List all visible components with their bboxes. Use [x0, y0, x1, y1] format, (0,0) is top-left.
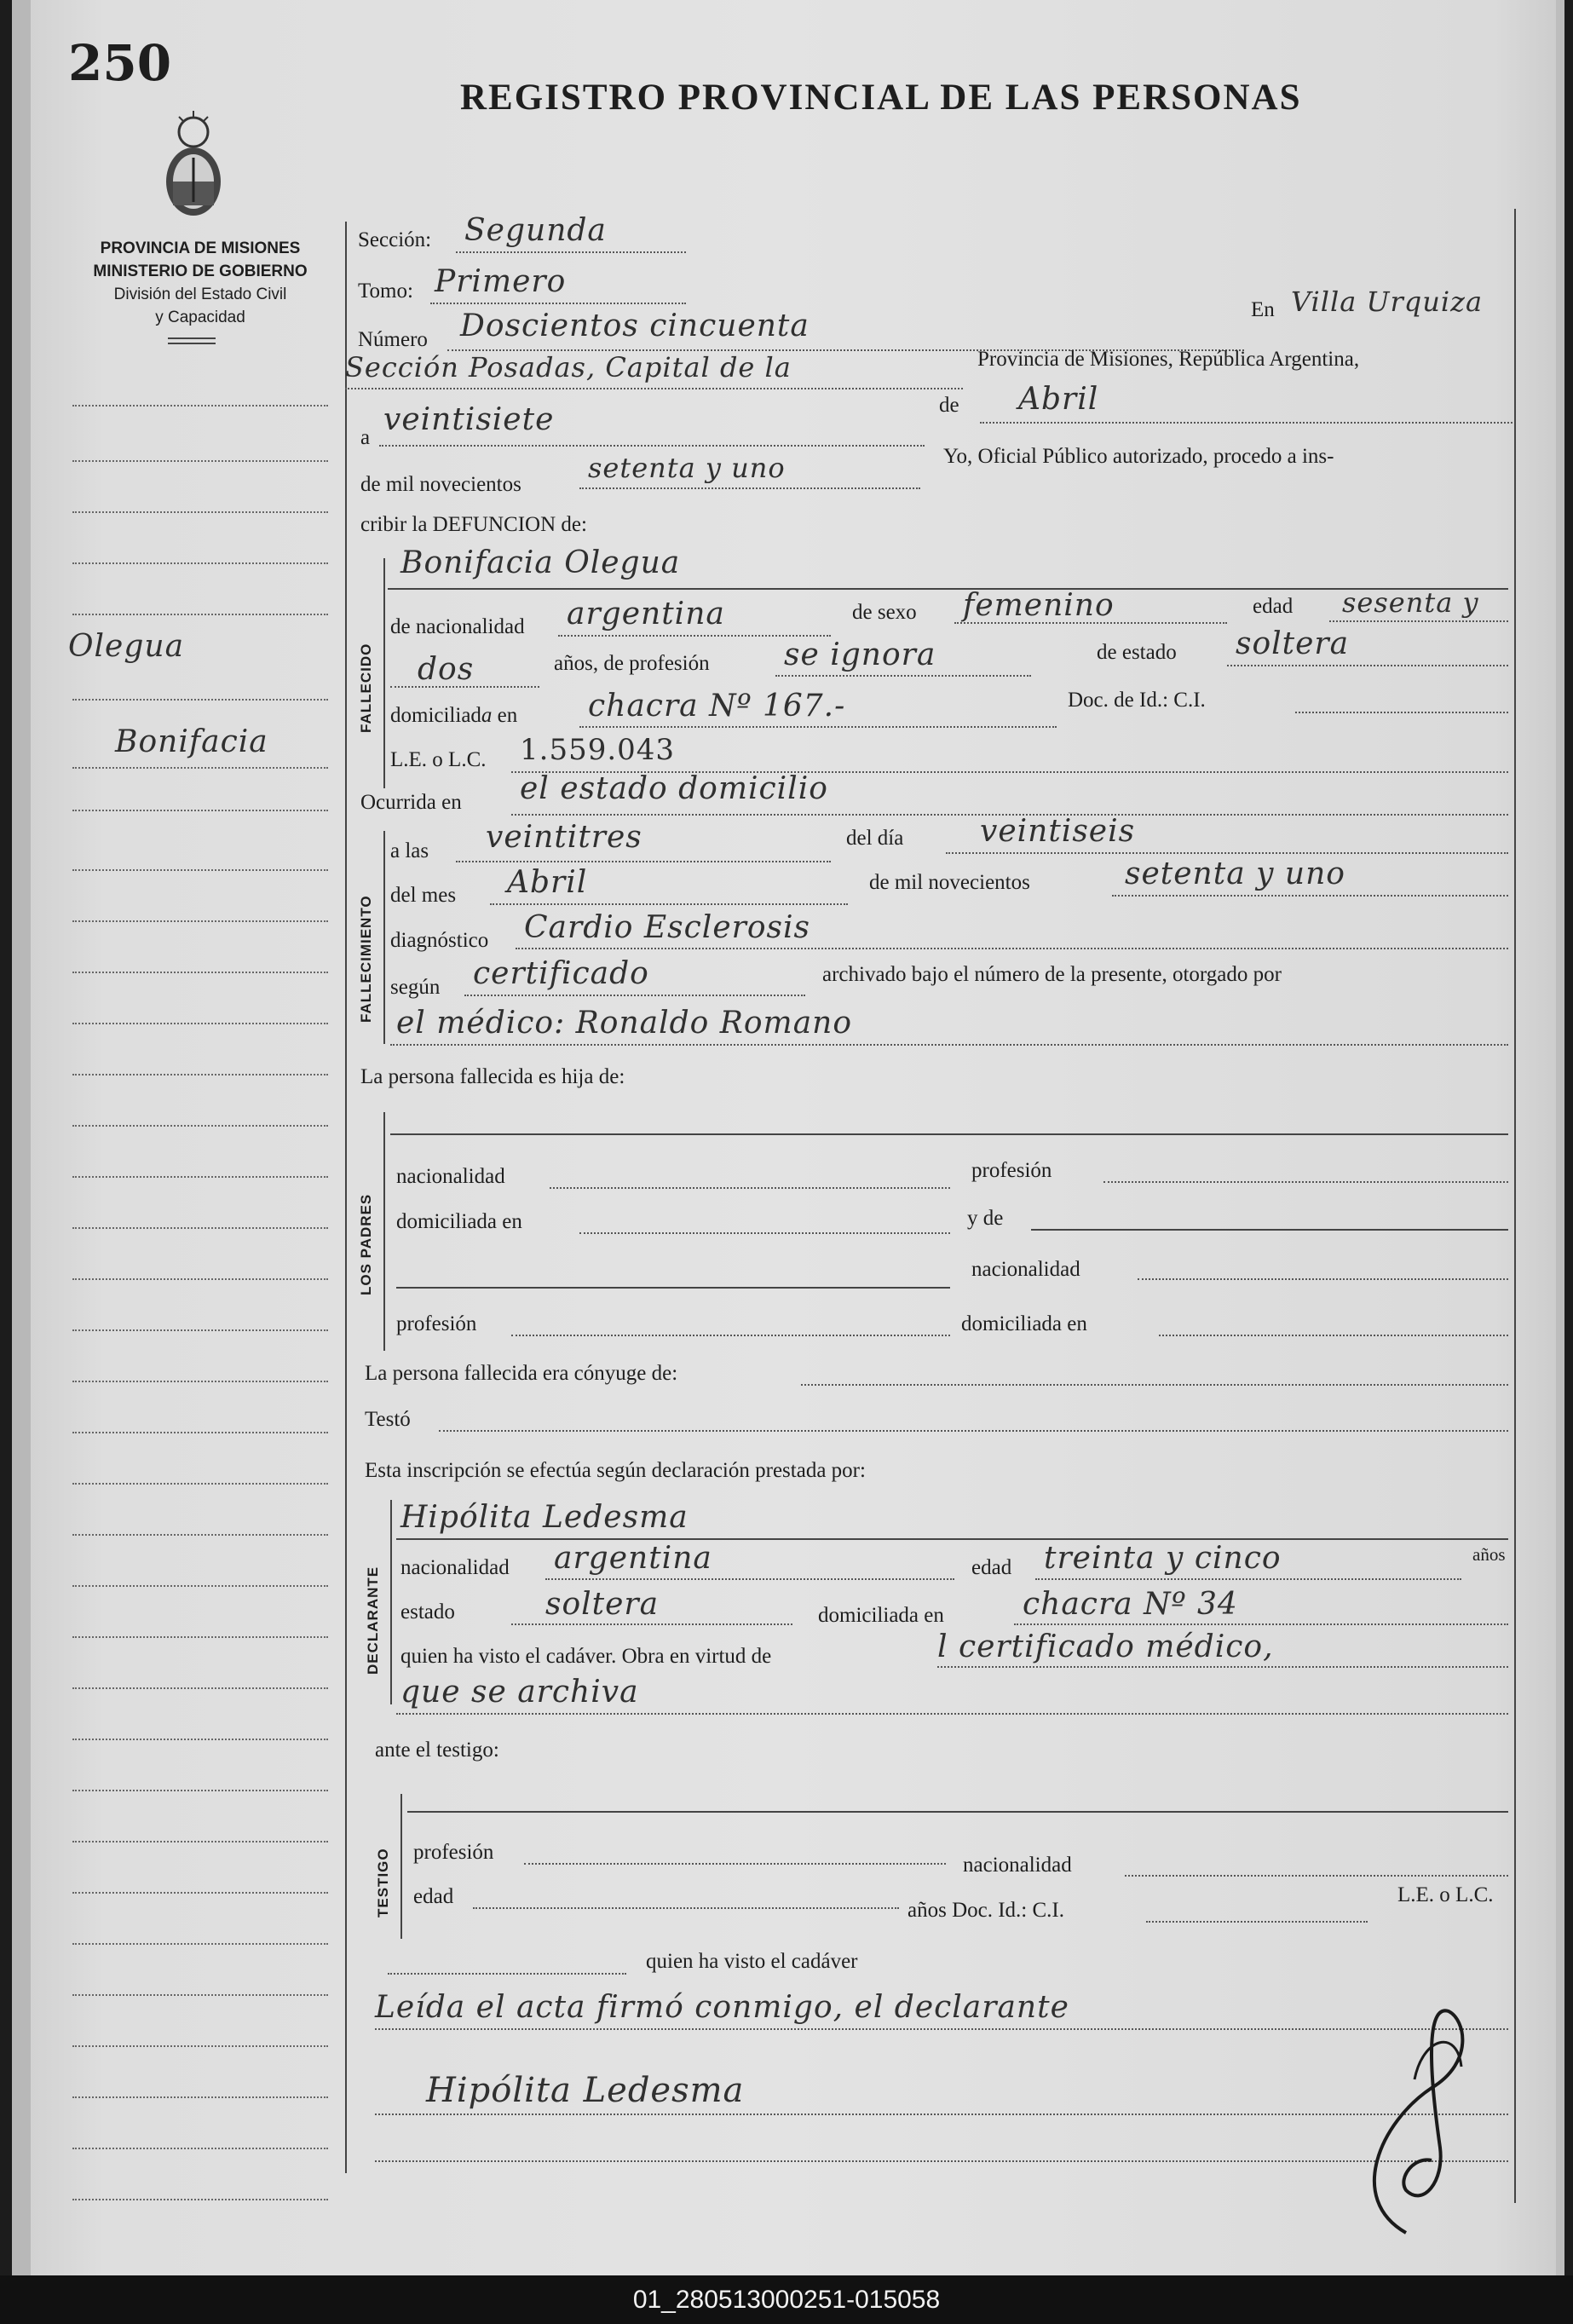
margin-line: [72, 2096, 328, 2098]
margin-line: [72, 1278, 328, 1280]
fallecido-profesion-label: años, de profesión: [554, 652, 710, 675]
ministry-underline: [168, 337, 216, 339]
testigo-cadaver-text: quien ha visto el cadáver: [646, 1950, 858, 1973]
tomo-line: [430, 303, 686, 304]
dia-line: [946, 852, 1508, 854]
margin-line: [72, 1943, 328, 1945]
testigo-anos-doc-label: años Doc. Id.: C.I.: [908, 1899, 1064, 1922]
archivado-text: archivado bajo el número de la presente, otorgado por: [822, 963, 1282, 986]
medico-value: el médico: Ronaldo Romano: [396, 1006, 853, 1041]
margin-line: [72, 869, 328, 871]
margin-line: [72, 767, 328, 769]
padre-nacionalidad-label: nacionalidad: [396, 1165, 505, 1188]
ministry-line-3: División del Estado Civil: [113, 285, 287, 303]
testigo-name-line: [407, 1811, 1508, 1813]
fallecido-profesion-line: [775, 675, 1031, 677]
padres-rule: [383, 1112, 385, 1351]
margin-line: [72, 1176, 328, 1178]
ocurrida-value: el estado domicilio: [520, 771, 828, 806]
provincia-text: Provincia de Misiones, República Argentina,: [977, 348, 1360, 371]
testigo-profesion-line: [524, 1863, 946, 1865]
a-label: a: [360, 426, 371, 449]
testigo-edad-line: [473, 1907, 899, 1909]
margin-line: [72, 920, 328, 922]
declarante-edad-value: treinta y cinco: [1044, 1541, 1282, 1576]
testigo-intro: ante el testigo:: [375, 1739, 499, 1762]
margin-line: [72, 1381, 328, 1382]
fallecido-edad-continuation: dos: [418, 652, 475, 687]
segun-line: [464, 995, 805, 996]
fallecido-rule: [383, 558, 385, 788]
testigo-doc-line: [1146, 1921, 1368, 1923]
year-value: setenta y uno: [588, 452, 786, 484]
image-id-footer: 01_280513000251-015058: [0, 2275, 1573, 2324]
declarante-obra-cont-line: [396, 1713, 1508, 1715]
fallecido-estado-line: [1227, 665, 1508, 666]
declarante-obra-continuation: que se archiva: [400, 1675, 639, 1710]
fallecido-sexo-line: [954, 622, 1227, 624]
yo-text: Yo, Oficial Público autorizado, procedo a ins-: [943, 445, 1334, 468]
dia-label: del día: [846, 827, 904, 850]
declarante-estado-line: [511, 1623, 792, 1625]
testigo-nacionalidad-line: [1125, 1875, 1508, 1877]
declarante-domiciliada-label: domiciliada en: [818, 1604, 944, 1627]
inscribir-text: cribir la DEFUNCION de:: [360, 513, 587, 536]
ministry-underline-2: [168, 343, 216, 344]
coat-of-arms-emblem: [158, 107, 230, 226]
madre-profesion-line: [511, 1335, 950, 1336]
a-line: [379, 445, 925, 447]
y-de-label: y de: [967, 1207, 1004, 1230]
margin-line: [72, 810, 328, 811]
madre-name-line: [1031, 1229, 1508, 1231]
fallecido-nacionalidad-value: argentina: [567, 597, 725, 631]
fallecido-domic-value: chacra Nº 167.-: [588, 689, 846, 724]
fallecido-le-label: L.E. o L.C.: [390, 748, 487, 771]
margin-line: [72, 1125, 328, 1127]
fallecido-sexo-value: femenino: [963, 588, 1115, 623]
padres-label: LOS PADRES: [358, 1193, 374, 1295]
declarante-rule: [390, 1500, 392, 1704]
tomo-value: Primero: [435, 264, 567, 299]
declarante-signature: Hipólita Ledesma: [426, 2071, 745, 2110]
fallecido-edad-value: sesenta y: [1342, 586, 1479, 619]
margin-line: [72, 1023, 328, 1024]
declarante-anos-label: años: [1472, 1544, 1506, 1565]
place-continuation: Sección Posadas, Capital de la: [345, 351, 792, 383]
testigo-cadaver-line: [388, 1973, 626, 1975]
dia-value: veintiseis: [980, 814, 1136, 849]
ministry-line-1: PROVINCIA DE MISIONES: [100, 239, 301, 257]
madre-domiciliada-label: domiciliada en: [961, 1312, 1087, 1335]
year-label: de mil novecientos: [360, 473, 521, 496]
declaracion-text: Esta inscripción se efectúa según declaración prestada por:: [365, 1459, 866, 1482]
margin-line: [72, 699, 328, 701]
declarante-cadaver-text: quien ha visto el cadáver. Obra en virtud de: [400, 1645, 772, 1668]
diagnostico-value: Cardio Esclerosis: [524, 910, 810, 945]
anio-value: setenta y uno: [1125, 856, 1345, 891]
declarante-label: DECLARANTE: [365, 1566, 381, 1675]
fallecido-doc-label: Doc. de Id.: C.I.: [1068, 689, 1206, 712]
year-line: [579, 487, 920, 489]
place-line: [345, 388, 963, 389]
seccion-line: [456, 251, 686, 253]
diagnostico-label: diagnóstico: [390, 929, 489, 952]
margin-line: [72, 1636, 328, 1638]
declarante-nacionalidad-value: argentina: [554, 1541, 712, 1576]
fallecimiento-rule: [383, 831, 385, 1044]
testigo-le-label: L.E. o L.C.: [1397, 1883, 1494, 1906]
declarante-name-line: [396, 1538, 1508, 1540]
testigo-nacionalidad-label: nacionalidad: [963, 1854, 1072, 1877]
page-title: REGISTRO PROVINCIAL DE LAS PERSONAS: [460, 78, 1302, 118]
fallecido-domic-line: [579, 726, 1057, 728]
medico-line: [390, 1044, 1508, 1046]
fallecido-le-value: 1.559.043: [520, 733, 676, 767]
margin-line: [72, 1074, 328, 1075]
margin-line: [72, 1841, 328, 1842]
madre-profesion-label: profesión: [396, 1312, 477, 1335]
margin-line: [72, 405, 328, 407]
margin-line: [72, 1739, 328, 1740]
margin-line: [72, 562, 328, 564]
anio-label: de mil novecientos: [869, 871, 1030, 894]
a-las-line: [456, 861, 831, 862]
padre-profesion-line: [1103, 1181, 1508, 1183]
fallecido-domic-word: domiciliad: [390, 704, 481, 727]
testigo-label: TESTIGO: [375, 1848, 391, 1917]
margin-line: [72, 1994, 328, 1996]
margin-line: [72, 1483, 328, 1485]
padre-name-line: [390, 1133, 1508, 1135]
ministry-heading: [51, 237, 349, 329]
en-value: Villa Urquiza: [1291, 285, 1484, 318]
margin-line: [72, 2045, 328, 2047]
margin-surname: Olegua: [68, 629, 185, 664]
declarante-nacionalidad-label: nacionalidad: [400, 1556, 510, 1579]
declarante-estado-value: soltera: [545, 1587, 660, 1622]
margin-line: [72, 2148, 328, 2149]
a-value: veintisiete: [383, 402, 555, 437]
mes-label: del mes: [390, 884, 457, 907]
ocurrida-label: Ocurrida en: [360, 791, 462, 814]
padre-domiciliada-label: domiciliada en: [396, 1210, 522, 1233]
fallecido-profesion-value: se ignora: [784, 637, 936, 672]
fallecido-sexo-label: de sexo: [852, 601, 917, 624]
testigo-rule: [400, 1794, 402, 1939]
margin-line: [72, 1585, 328, 1587]
declarante-edad-line: [1035, 1578, 1461, 1580]
mes-value: Abril: [507, 865, 588, 900]
closing-text: Leída el acta firmó conmigo, el declarante: [375, 1990, 1069, 2025]
de-value: Abril: [1018, 382, 1099, 417]
column-rule: [345, 222, 347, 2173]
declarante-obra-value: l certificado médico,: [937, 1629, 1274, 1664]
de-line: [980, 422, 1512, 424]
en-label: En: [1251, 298, 1275, 321]
declarante-nacionalidad-line: [545, 1578, 954, 1580]
fallecido-nacionalidad-label: de nacionalidad: [390, 615, 525, 638]
padre-domiciliada-line: [579, 1232, 950, 1234]
right-frame-rule: [1514, 209, 1516, 2203]
madre-line-2: [396, 1287, 950, 1289]
fallecido-domic-label: [390, 704, 517, 728]
testo-text: Testó: [365, 1408, 411, 1431]
madre-domiciliada-line: [1159, 1335, 1508, 1336]
fallecido-edad-label: edad: [1253, 595, 1294, 618]
segun-label: según: [390, 976, 441, 999]
mes-line: [490, 903, 848, 905]
segun-value: certificado: [473, 956, 649, 991]
testo-line: [439, 1430, 1508, 1432]
seccion-value: Segunda: [464, 213, 607, 248]
seccion-label: Sección:: [358, 228, 432, 251]
declarante-name: Hipólita Ledesma: [400, 1500, 689, 1535]
ministry-line-4: y Capacidad: [155, 309, 245, 326]
margin-line: [72, 1227, 328, 1229]
testigo-profesion-label: profesión: [413, 1841, 494, 1864]
declarante-edad-label: edad: [971, 1556, 1012, 1579]
conyuge-line: [801, 1384, 1508, 1386]
fallecido-name: Bonifacia Olegua: [400, 545, 681, 580]
numero-value: Doscientos cincuenta: [460, 309, 810, 343]
margin-line: [72, 614, 328, 615]
madre-nacionalidad-line: [1138, 1278, 1508, 1280]
conyuge-text: La persona fallecida era cónyuge de:: [365, 1362, 678, 1385]
margin-line: [72, 1687, 328, 1689]
declarante-domiciliada-line: [1014, 1623, 1508, 1625]
official-signature: [1329, 1986, 1500, 2241]
margin-line: [72, 460, 328, 462]
margin-line: [72, 511, 328, 513]
margin-line: [72, 1534, 328, 1536]
anio-line: [1112, 895, 1508, 897]
margin-line: [72, 1329, 328, 1331]
a-las-label: a las: [390, 839, 429, 862]
ministry-line-2: MINISTERIO DE GOBIERNO: [93, 262, 308, 280]
fallecido-estado-label: de estado: [1097, 641, 1177, 664]
numero-label: Número: [358, 328, 428, 351]
margin-line: [72, 972, 328, 973]
padre-nacionalidad-line: [550, 1187, 950, 1189]
madre-nacionalidad-label: nacionalidad: [971, 1258, 1080, 1281]
fallecido-estado-value: soltera: [1236, 626, 1350, 661]
fallecido-label: FALLECIDO: [358, 643, 374, 733]
hija-text: La persona fallecida es hija de:: [360, 1065, 625, 1088]
fallecimiento-label: FALLECIMIENTO: [358, 895, 374, 1023]
fallecido-nacionalidad-line: [558, 635, 831, 637]
fallecido-edad-line: [1329, 620, 1508, 622]
fallecido-doc-line: [1295, 712, 1508, 713]
margin-line: [72, 1790, 328, 1791]
declarante-estado-label: estado: [400, 1600, 455, 1623]
fallecido-name-line: [388, 588, 1508, 590]
a-las-value: veintitres: [486, 820, 642, 855]
de-label: de: [939, 394, 959, 417]
declarante-domiciliada-value: chacra Nº 34: [1023, 1587, 1238, 1622]
page-binding: [12, 0, 31, 2275]
fallecido-domic-en: en: [497, 704, 518, 727]
margin-line: [72, 2199, 328, 2200]
padre-profesion-label: profesión: [971, 1159, 1052, 1182]
margin-line: [72, 1432, 328, 1433]
margin-line: [72, 1892, 328, 1894]
diagnostico-line: [516, 948, 1508, 949]
page-number: 250: [68, 34, 172, 92]
margin-given-name: Bonifacia: [115, 724, 268, 759]
testigo-edad-label: edad: [413, 1885, 454, 1908]
fallecido-domic-suffix: a: [481, 704, 493, 727]
fallecido-edad-cont-line: [390, 686, 539, 688]
declarante-obra-line: [937, 1666, 1508, 1668]
tomo-label: Tomo:: [358, 280, 413, 303]
